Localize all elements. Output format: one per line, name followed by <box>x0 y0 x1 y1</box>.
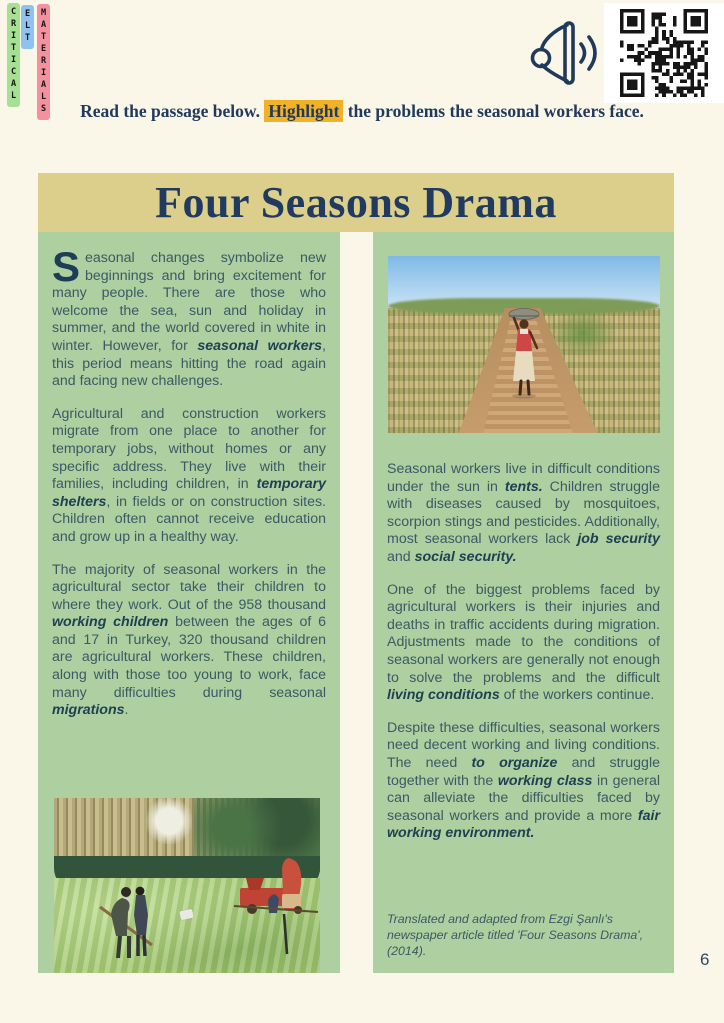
qr-code <box>604 3 724 103</box>
photo-workers <box>92 881 182 966</box>
passage-paragraphs-left <box>52 243 327 720</box>
dropcap-letter: S <box>52 243 81 290</box>
photo-red-machine <box>232 836 320 961</box>
passage-paragraph: The majority of seasonal workers in the agricultural sector take their children to where they work. Out of the 958 thousand working children between the ages of 6 and 17 in Turkey, 320 thousand children are agricultural workers. These children, along with those too young to work, face many difficulties during seasonal migrations. <box>52 561 327 719</box>
speaker-icon[interactable] <box>529 13 603 93</box>
instruction-pre: Read the passage below. <box>80 101 265 121</box>
brand-badge-critical: CRITICAL <box>7 3 20 107</box>
brand-badge-elt: ELT <box>21 5 34 49</box>
field-workers-photo <box>54 798 320 973</box>
passage-column-left <box>38 232 340 973</box>
passage-paragraph: Seasonal workers live in difficult conditions under the sun in tents. Children struggle with diseases caused by mosquitoes, scorpion stings and pesticides. Additionally, most seasonal workers lack job security and social security. <box>387 461 660 565</box>
photo-sky-gap <box>146 798 192 844</box>
passage-column-right <box>373 232 674 973</box>
passage-paragraph: One of the biggest problems faced by agricultural workers is their injuries and deaths in traffic accidents during migration. Adjustments made to the conditions of seasonal workers are generally not enough to solve the problems and the difficult living conditions of the workers continue. <box>387 581 660 704</box>
passage-paragraph: Agricultural and construction workers migrate from one place to another for temporary jobs, without homes or any specific address. They live with their families, including children, in temporary shelters, in fields or on construction sites. Children often cannot receive education and grow up in a healthy way. <box>52 405 326 545</box>
woman-carrying-basin-photo <box>388 256 660 433</box>
article-header <box>38 173 674 232</box>
page-number: 6 <box>700 950 710 969</box>
citation: Translated and adapted from Ezgi Şanlı's newspaper article titled 'Four Seasons Drama', (2014). <box>387 911 644 958</box>
instruction-text <box>0 101 724 122</box>
photo-person <box>499 304 549 404</box>
brand-badge-materials: MATERIALS <box>37 4 50 120</box>
instruction-highlight: Highlight <box>264 100 343 122</box>
passage-paragraphs-right <box>387 461 660 843</box>
passage-paragraph: Despite these difficulties, seasonal workers need decent working and living conditions. The need to organize and struggle together with the working class in general can alleviate the difficulties faced by seasonal workers and provide a more fair working environment. <box>387 719 660 842</box>
passage-paragraph: Seasonal changes symbolize new beginnings and bring excitement for many people. There are those who welcome the sea, sun and holiday in summer, and the world covered in white in winter. However, for seasonal workers, this period means hitting the road again and facing new challenges. <box>52 243 326 390</box>
instruction-post: the problems the seasonal workers face. <box>343 101 644 121</box>
article-title: Four Seasons Drama <box>155 178 557 227</box>
